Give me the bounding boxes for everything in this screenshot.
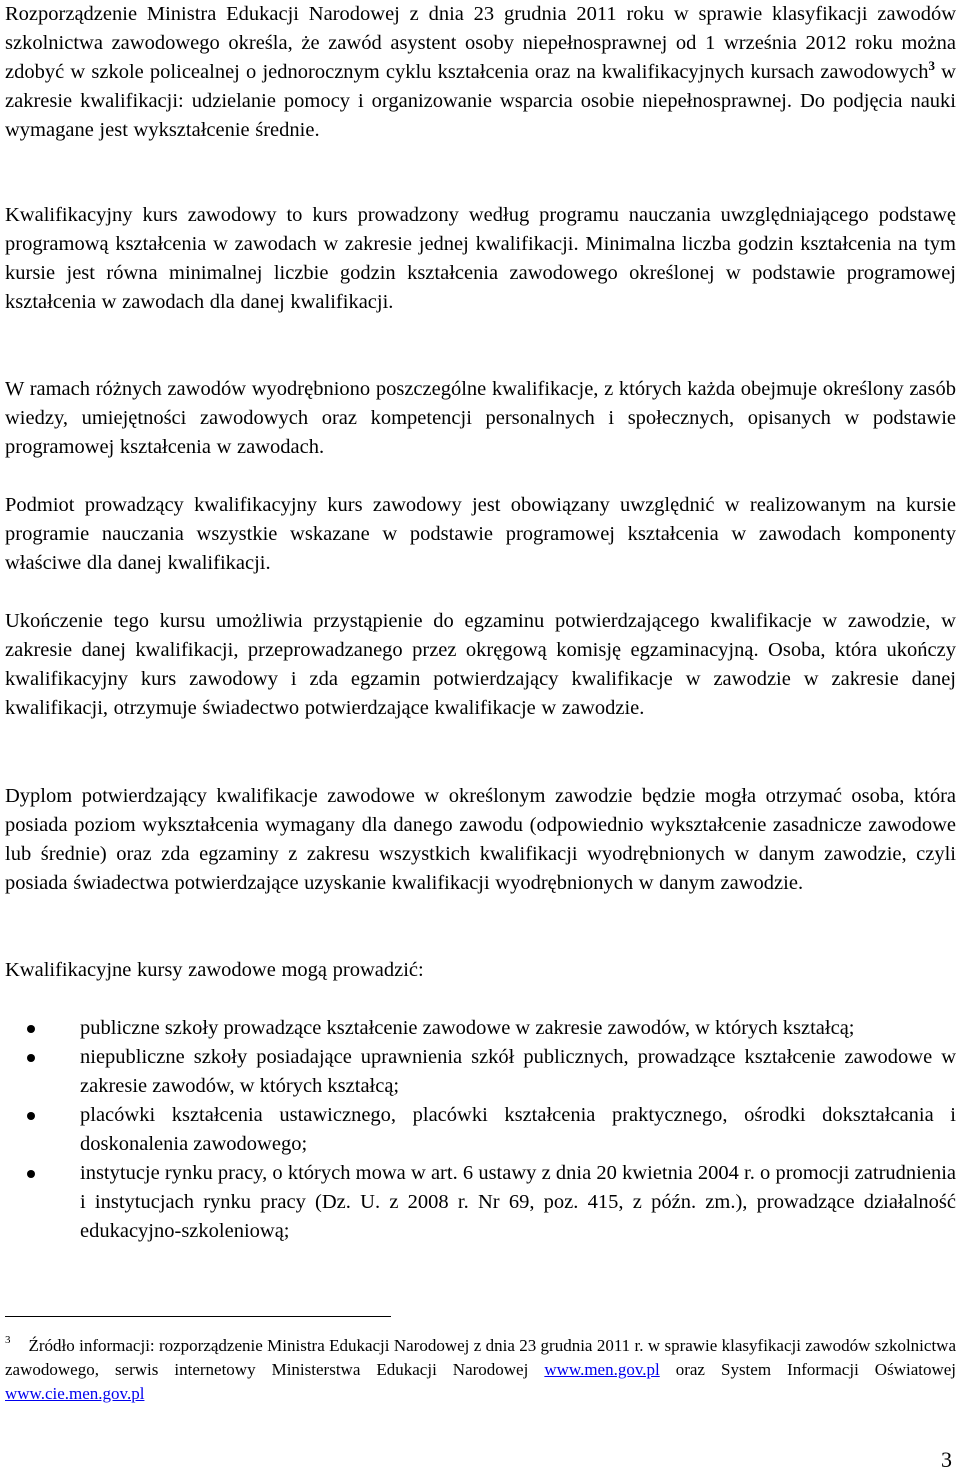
page-number: 3	[941, 1447, 952, 1472]
paragraph-providers-intro: Kwalifikacyjne kursy zawodowe mogą prowadzić:	[5, 959, 424, 981]
bullet-icon	[27, 1025, 35, 1033]
bullet-icon	[27, 1112, 35, 1120]
list-item	[5, 1101, 956, 1159]
bullet-icon	[27, 1054, 35, 1062]
list-item	[5, 1159, 956, 1246]
providers-list	[5, 1014, 956, 1246]
men-website-link[interactable]: www.men.gov.pl	[544, 1360, 660, 1379]
paragraph-qualifications: W ramach różnych zawodów wyodrębniono poszczególne kwalifikacje, z których każda obejmuje określony zasób wiedzy, umiejętności zawodowych oraz kompetencji personalnych i społecznych, opisanych w podstawie programowej kształcenia w zawodach.	[5, 378, 956, 458]
paragraph-exam: Ukończenie tego kursu umożliwia przystąpienie do egzaminu potwierdzającego kwalifikacje w zawodzie, w zakresie danej kwalifikacji, przeprowadzanego przez okręgową komisję egzaminacyjną. Osoba, która ukończy kwalifikacyjny kurs zawodowy i zda egzamin potwierdzający kwalifikacje w zawodzie w zakresie danej kwalifikacji, otrzymuje świadectwo potwierdzające kwalifikacje w zawodzie.	[5, 610, 956, 719]
footnote-text: oraz System Informacji Oświatowej	[659, 1360, 957, 1379]
list-item	[5, 1043, 956, 1101]
paragraph-text: Rozporządzenie Ministra Edukacji Narodowej z dnia 23 grudnia 2011 roku w sprawie klasyfikacji zawodów szkolnictwa zawodowego określa, że zawód asystent osoby niepełnosprawnej od 1 września 2012 roku można zdobyć w szkole policealnej o jednorocznym cyklu kształcenia oraz na kwalifikacyjnych kursach zawodowych	[5, 3, 956, 83]
footnote-number: 3	[5, 1334, 11, 1346]
list-item-text: instytucje rynku pracy, o których mowa w art. 6 ustawy z dnia 20 kwietnia 2004 r. o promocji zatrudnienia i instytucjach rynku pracy (Dz. U. z 2008 r. Nr 69, poz. 415, z późn. zm.), prowadzące działalność edukacyjno-szkoleniową;	[80, 1162, 956, 1242]
footnote	[5, 1334, 956, 1406]
footnote-separator	[5, 1316, 391, 1317]
cie-website-link[interactable]: www.cie.men.gov.pl	[5, 1384, 145, 1403]
list-item	[5, 1014, 956, 1043]
paragraph-program-obligation: Podmiot prowadzący kwalifikacyjny kurs zawodowy jest obowiązany uwzględnić w realizowanym na kursie programie nauczania wszystkie wskazane w podstawie programowej kształcenia w zawodach komponenty właściwe dla danej kwalifikacji.	[5, 494, 956, 574]
list-item-text: publiczne szkoły prowadzące kształcenie zawodowe w zakresie zawodów, w których kształcą;	[80, 1017, 855, 1039]
footnote-reference: 3	[928, 58, 935, 73]
list-item-text: niepubliczne szkoły posiadające uprawnienia szkół publicznych, prowadzące kształcenie zawodowe w zakresie zawodów, w których kształcą;	[80, 1046, 956, 1097]
paragraph-text: w zakresie kwalifikacji: udzielanie pomocy i organizowanie wsparcia osobie niepełnosprawnej. Do podjęcia nauki wymagane jest wykształcenie średnie.	[5, 61, 956, 141]
paragraph-diploma: Dyplom potwierdzający kwalifikacje zawodowe w określonym zawodzie będzie mogła otrzymać osoba, która posiada poziom wykształcenia wymagany dla danego zawodu (odpowiednio wykształcenie zasadnicze zawodowe lub średnie) oraz zda egzaminy z zakresu wszystkich kwalifikacji wyodrębnionych w danym zawodzie, czyli posiada świadectwa potwierdzające uzyskanie kwalifikacji wyodrębnionych w danym zawodzie.	[5, 785, 956, 894]
paragraph-regulation	[5, 0, 956, 145]
paragraph-course-definition: Kwalifikacyjny kurs zawodowy to kurs prowadzony według programu nauczania uwzględniającego podstawę programową kształcenia w zawodach w zakresie jednej kwalifikacji. Minimalna liczba godzin kształcenia na tym kursie jest równa minimalnej liczbie godzin kształcenia zawodowego określonej w podstawie programowej kształcenia w zawodach dla danej kwalifikacji.	[5, 204, 956, 313]
footnote-text: Źródło informacji: rozporządzenie Ministra Edukacji Narodowej z dnia 23 grudnia 2011 r. w sprawie klasyfikacji zawodów szkolnictwa zawodowego, serwis internetowy Ministerstwa Edukacji Narodowej	[5, 1336, 956, 1379]
list-item-text: placówki kształcenia ustawicznego, placówki kształcenia praktycznego, ośrodki dokształcania i doskonalenia zawodowego;	[80, 1104, 956, 1155]
bullet-icon	[27, 1170, 35, 1178]
